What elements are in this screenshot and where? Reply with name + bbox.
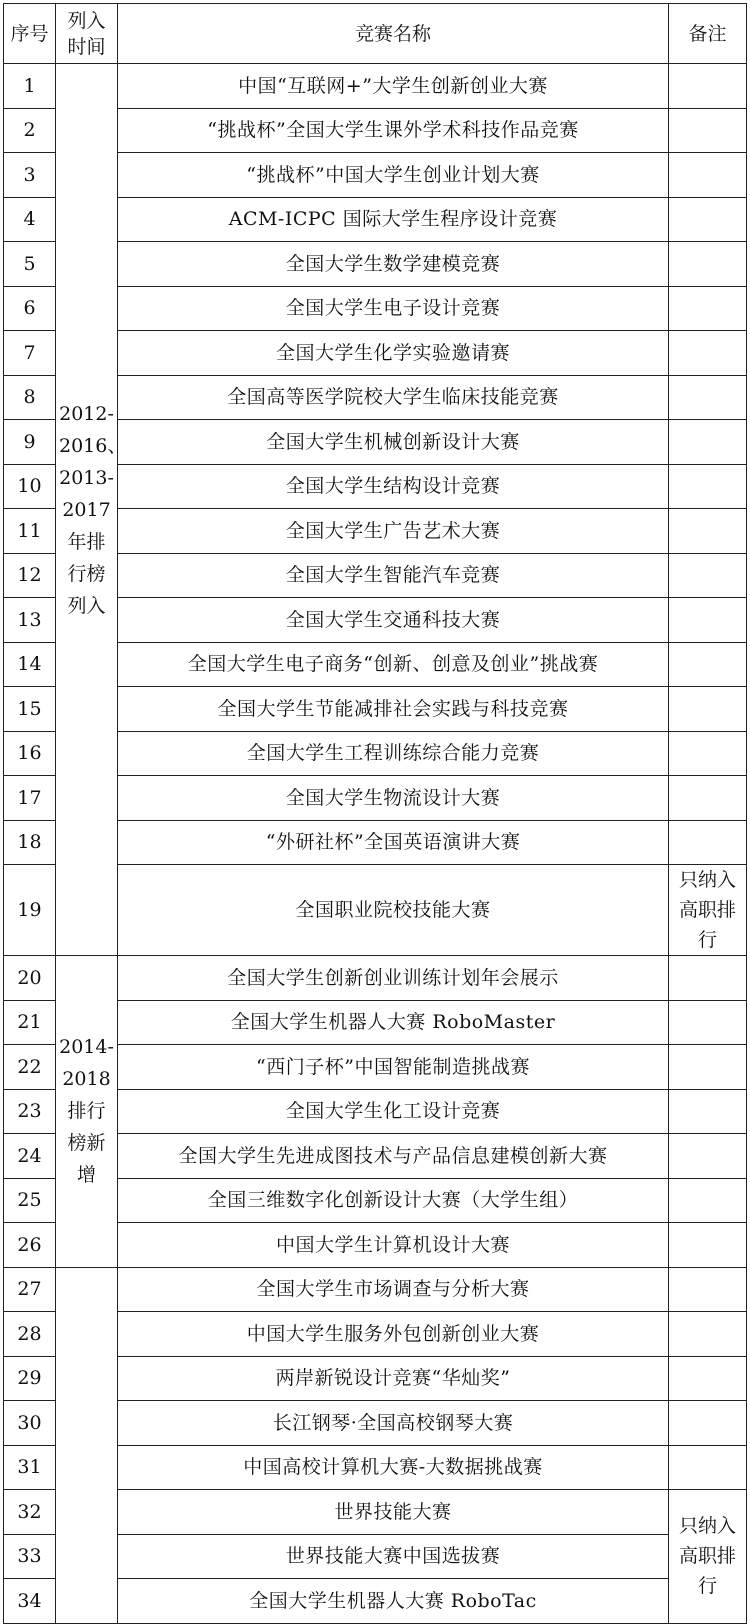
time-group-3 — [56, 1267, 118, 1623]
table-row — [4, 956, 747, 1001]
competition-name: 中国大学生服务外包创新创业大赛 — [118, 1312, 669, 1357]
row-note — [669, 197, 747, 242]
competition-name: 世界技能大赛 — [118, 1490, 669, 1535]
row-note — [669, 509, 747, 554]
row-no: 6 — [4, 286, 56, 331]
row-no: 5 — [4, 242, 56, 287]
row-note — [669, 331, 747, 376]
row-note — [669, 1401, 747, 1446]
row-note — [669, 1445, 747, 1490]
competition-name: 全国大学生创新创业训练计划年会展示 — [118, 956, 669, 1001]
competition-name: 全国大学生机器人大赛 RoboMaster — [118, 1000, 669, 1045]
time-group-1: 2012-2016、2013-2017年排行榜列入 — [56, 64, 118, 956]
competition-name: 全国大学生节能减排社会实践与科技竞赛 — [118, 687, 669, 732]
header-row — [4, 4, 747, 64]
row-no: 29 — [4, 1356, 56, 1401]
row-no: 1 — [4, 64, 56, 109]
header-note: 备注 — [669, 4, 747, 64]
competition-name: 全国大学生化工设计竞赛 — [118, 1089, 669, 1134]
row-no: 13 — [4, 598, 56, 643]
row-note — [669, 731, 747, 776]
competition-name: 全国大学生智能汽车竞赛 — [118, 553, 669, 598]
row-no: 17 — [4, 776, 56, 821]
row-no: 22 — [4, 1045, 56, 1090]
row-no: 34 — [4, 1579, 56, 1624]
row-note — [669, 820, 747, 865]
row-no: 8 — [4, 375, 56, 420]
competition-name: 中国高校计算机大赛-大数据挑战赛 — [118, 1445, 669, 1490]
competition-name: 全国高等医学院校大学生临床技能竞赛 — [118, 375, 669, 420]
row-no: 12 — [4, 553, 56, 598]
row-note — [669, 553, 747, 598]
row-no: 4 — [4, 197, 56, 242]
row-no: 23 — [4, 1089, 56, 1134]
header-no: 序号 — [4, 4, 56, 64]
row-note — [669, 464, 747, 509]
row-note — [669, 375, 747, 420]
note-vocational: 只纳入高职排行 — [669, 865, 747, 956]
competition-name: 两岸新锐设计竞赛“华灿奖” — [118, 1356, 669, 1401]
competition-name: 全国大学生广告艺术大赛 — [118, 509, 669, 554]
competition-name: 全国大学生数学建模竞赛 — [118, 242, 669, 287]
competition-name: 世界技能大赛中国选拔赛 — [118, 1534, 669, 1579]
row-no: 24 — [4, 1134, 56, 1179]
row-note — [669, 1000, 747, 1045]
row-no: 27 — [4, 1267, 56, 1312]
row-no: 11 — [4, 509, 56, 554]
row-no: 28 — [4, 1312, 56, 1357]
row-no: 18 — [4, 820, 56, 865]
row-no: 30 — [4, 1401, 56, 1446]
row-no: 2 — [4, 108, 56, 153]
competition-name: 全国三维数字化创新设计大赛（大学生组） — [118, 1178, 669, 1223]
row-no: 10 — [4, 464, 56, 509]
competition-name: “挑战杯”全国大学生课外学术科技作品竞赛 — [118, 108, 669, 153]
row-no: 15 — [4, 687, 56, 732]
row-note — [669, 108, 747, 153]
row-note — [669, 687, 747, 732]
competition-name: 中国大学生计算机设计大赛 — [118, 1223, 669, 1268]
competition-name: 全国大学生市场调查与分析大赛 — [118, 1267, 669, 1312]
row-note — [669, 1089, 747, 1134]
competition-name: 中国“互联网+”大学生创新创业大赛 — [118, 64, 669, 109]
competition-name: 全国大学生工程训练综合能力竞赛 — [118, 731, 669, 776]
row-note — [669, 776, 747, 821]
competition-name: 全国职业院校技能大赛 — [118, 865, 669, 956]
row-note — [669, 420, 747, 465]
row-note — [669, 1356, 747, 1401]
header-time: 列入时间 — [56, 4, 118, 64]
competition-name: 全国大学生先进成图技术与产品信息建模创新大赛 — [118, 1134, 669, 1179]
row-no: 9 — [4, 420, 56, 465]
competition-name: 全国大学生结构设计竞赛 — [118, 464, 669, 509]
row-note — [669, 1045, 747, 1090]
row-no: 26 — [4, 1223, 56, 1268]
row-note — [669, 1267, 747, 1312]
competition-name: 长江钢琴·全国高校钢琴大赛 — [118, 1401, 669, 1446]
row-note — [669, 642, 747, 687]
competition-name: 全国大学生电子设计竞赛 — [118, 286, 669, 331]
note-vocational: 只纳入高职排行 — [669, 1490, 747, 1624]
competition-name: ACM-ICPC 国际大学生程序设计竞赛 — [118, 197, 669, 242]
row-note — [669, 64, 747, 109]
row-note — [669, 1134, 747, 1179]
row-no: 3 — [4, 153, 56, 198]
row-no: 31 — [4, 1445, 56, 1490]
row-no: 16 — [4, 731, 56, 776]
competition-name: 全国大学生电子商务“创新、创意及创业”挑战赛 — [118, 642, 669, 687]
row-no: 20 — [4, 956, 56, 1001]
competition-name: “挑战杯”中国大学生创业计划大赛 — [118, 153, 669, 198]
competition-table — [3, 3, 747, 1624]
row-note — [669, 242, 747, 287]
competition-name: 全国大学生机器人大赛 RoboTac — [118, 1579, 669, 1624]
row-note — [669, 286, 747, 331]
row-no: 32 — [4, 1490, 56, 1535]
competition-name: 全国大学生化学实验邀请赛 — [118, 331, 669, 376]
time-group-2: 2014-2018排行榜新增 — [56, 956, 118, 1268]
competition-name: 全国大学生交通科技大赛 — [118, 598, 669, 643]
row-note — [669, 598, 747, 643]
row-note — [669, 1178, 747, 1223]
row-note — [669, 1223, 747, 1268]
row-no: 33 — [4, 1534, 56, 1579]
competition-name: “西门子杯”中国智能制造挑战赛 — [118, 1045, 669, 1090]
row-note — [669, 956, 747, 1001]
row-no: 21 — [4, 1000, 56, 1045]
row-no: 19 — [4, 865, 56, 956]
row-note — [669, 153, 747, 198]
table-row — [4, 1267, 747, 1312]
header-name: 竞赛名称 — [118, 4, 669, 64]
row-no: 7 — [4, 331, 56, 376]
row-no: 14 — [4, 642, 56, 687]
table-row — [4, 64, 747, 109]
competition-name: 全国大学生机械创新设计大赛 — [118, 420, 669, 465]
competition-name: “外研社杯”全国英语演讲大赛 — [118, 820, 669, 865]
row-no: 25 — [4, 1178, 56, 1223]
competition-name: 全国大学生物流设计大赛 — [118, 776, 669, 821]
row-note — [669, 1312, 747, 1357]
